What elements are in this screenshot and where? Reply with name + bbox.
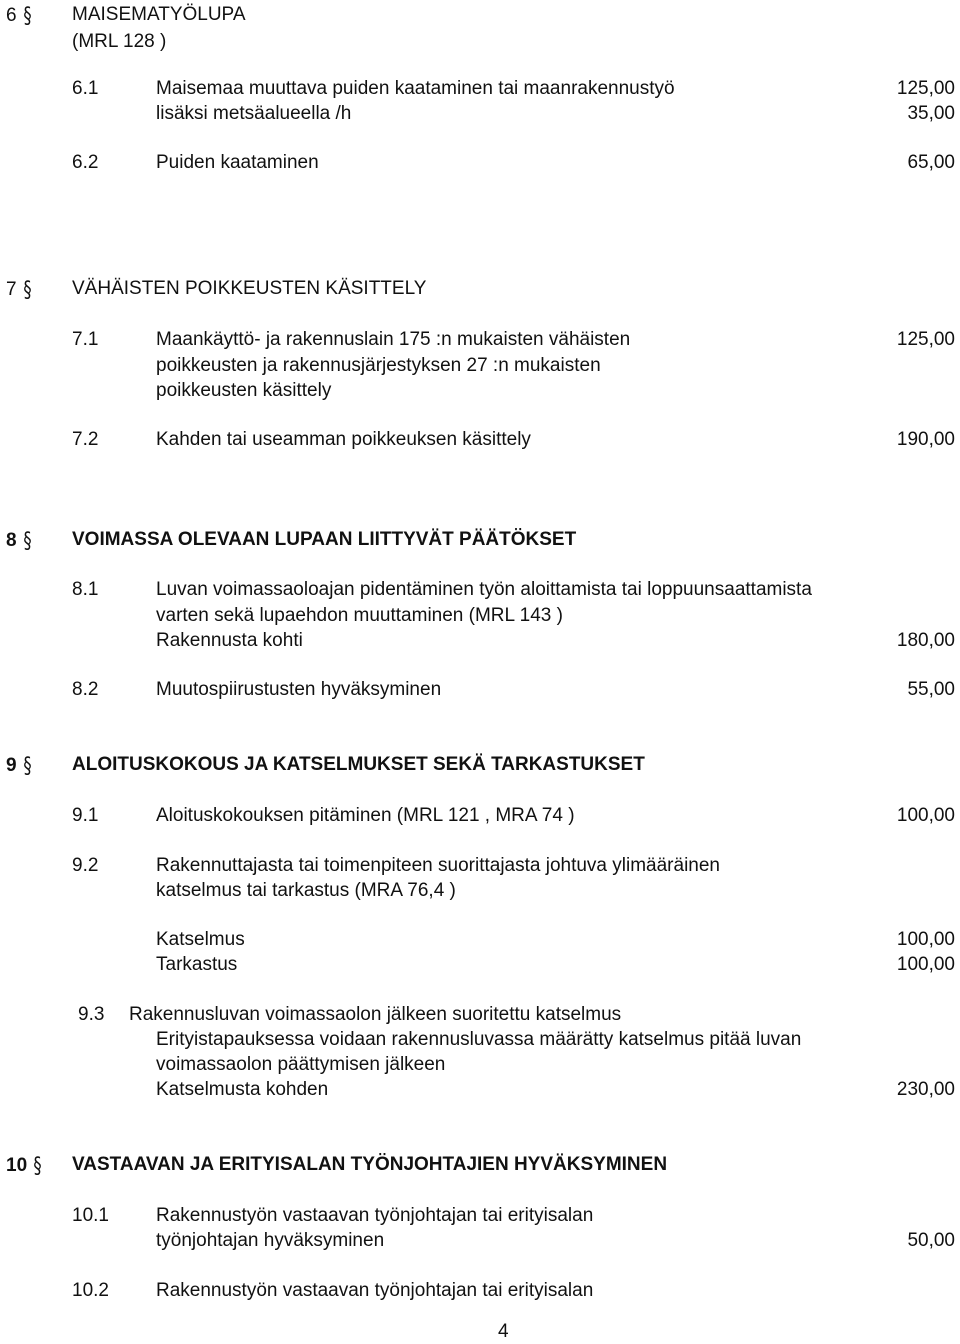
item-7-1-number: 7.1 <box>72 329 99 350</box>
paragraph-sign-icon: § <box>23 278 32 303</box>
item-9-3-line-3: voimassaolon päättymisen jälkeen <box>156 1054 446 1075</box>
section-9-title: ALOITUSKOKOUS JA KATSELMUKSET SEKÄ TARKASTUKSET <box>72 754 645 775</box>
item-9-2-amount-2: 100,00 <box>896 954 955 975</box>
item-9-2-amount-1: 100,00 <box>896 929 955 950</box>
paragraph-sign-icon: § <box>23 4 32 29</box>
item-8-1-number: 8.1 <box>72 579 99 600</box>
item-10-2-line-1: Rakennustyön vastaavan työnjohtajan tai erityisalan <box>156 1280 594 1301</box>
item-6-1-number: 6.1 <box>72 78 99 99</box>
section-7-number: 7 § <box>6 278 32 303</box>
section-6-title: MAISEMATYÖLUPA <box>72 4 246 25</box>
item-8-1-line-1: Luvan voimassaoloajan pidentäminen työn aloittamista tai loppuunsaattamista <box>156 579 812 600</box>
item-8-1-line-3: Rakennusta kohti <box>156 630 303 651</box>
section-6-number: 6 § <box>6 4 32 29</box>
item-8-2-line-1: Muutospiirustusten hyväksyminen <box>156 679 442 700</box>
item-8-2-amount: 55,00 <box>907 679 955 700</box>
item-10-1-number: 10.1 <box>72 1205 109 1226</box>
item-9-2-line-3: Katselmus <box>156 929 245 950</box>
item-6-1-line-1: Maisemaa muuttava puiden kaataminen tai maanrakennustyö <box>156 78 675 99</box>
item-9-1-amount: 100,00 <box>896 805 955 826</box>
item-10-2-number: 10.2 <box>72 1280 109 1301</box>
item-10-1-line-1: Rakennustyön vastaavan työnjohtajan tai erityisalan <box>156 1205 594 1226</box>
item-6-2-number: 6.2 <box>72 152 99 173</box>
item-7-2-amount: 190,00 <box>896 429 955 450</box>
item-9-3-number: 9.3 <box>78 1004 105 1025</box>
item-9-1-line-1: Aloituskokouksen pitäminen (MRL 121 , MRA 74 ) <box>156 805 575 826</box>
paragraph-sign-icon: § <box>23 529 32 554</box>
item-6-2-line-1: Puiden kaataminen <box>156 152 319 173</box>
item-7-1-amount: 125,00 <box>896 329 955 350</box>
item-9-3-amount: 230,00 <box>896 1079 955 1100</box>
item-9-2-number: 9.2 <box>72 855 99 876</box>
section-10-number: 10 § <box>6 1154 43 1179</box>
paragraph-sign-icon: § <box>33 1154 43 1179</box>
item-7-1-line-3: poikkeusten käsittely <box>156 380 332 401</box>
item-9-2-line-2: katselmus tai tarkastus (MRA 76,4 ) <box>156 880 456 901</box>
item-9-2-line-4: Tarkastus <box>156 954 238 975</box>
section-9-number: 9 § <box>6 754 32 779</box>
item-9-3-line-1: Rakennusluvan voimassaolon jälkeen suoritettu katselmus <box>129 1004 622 1025</box>
page-number: 4 <box>498 1321 509 1342</box>
item-6-2-amount: 65,00 <box>907 152 955 173</box>
item-10-1-amount: 50,00 <box>907 1230 955 1251</box>
section-10-title: VASTAAVAN JA ERITYISALAN TYÖNJOHTAJIEN HYVÄKSYMINEN <box>72 1154 668 1175</box>
section-6-subtitle: (MRL 128 ) <box>72 31 167 52</box>
item-7-2-number: 7.2 <box>72 429 99 450</box>
paragraph-sign-icon: § <box>23 754 32 779</box>
item-9-3-line-2: Erityistapauksessa voidaan rakennusluvassa määrätty katselmus pitää luvan <box>156 1029 802 1050</box>
item-7-1-line-2: poikkeusten ja rakennusjärjestyksen 27 :n mukaisten <box>156 355 601 376</box>
section-7-title: VÄHÄISTEN POIKKEUSTEN KÄSITTELY <box>72 278 427 299</box>
item-8-1-line-2: varten sekä lupaehdon muuttaminen (MRL 143 ) <box>156 605 563 626</box>
item-9-2-line-1: Rakennuttajasta tai toimenpiteen suorittajasta johtuva ylimääräinen <box>156 855 720 876</box>
item-8-2-number: 8.2 <box>72 679 99 700</box>
item-9-1-number: 9.1 <box>72 805 99 826</box>
section-8-title: VOIMASSA OLEVAAN LUPAAN LIITTYVÄT PÄÄTÖKSET <box>72 529 577 550</box>
section-8-number: 8 § <box>6 529 32 554</box>
item-6-1-amount-1: 125,00 <box>896 78 955 99</box>
item-7-1-line-1: Maankäyttö- ja rakennuslain 175 :n mukaisten vähäisten <box>156 329 631 350</box>
item-8-1-amount: 180,00 <box>896 630 955 651</box>
item-6-1-line-2: lisäksi metsäalueella /h <box>156 103 352 124</box>
item-7-2-line-1: Kahden tai useamman poikkeuksen käsittely <box>156 429 531 450</box>
item-9-3-line-4: Katselmusta kohden <box>156 1079 329 1100</box>
item-6-1-amount-2: 35,00 <box>907 103 955 124</box>
item-10-1-line-2: työnjohtajan hyväksyminen <box>156 1230 385 1251</box>
